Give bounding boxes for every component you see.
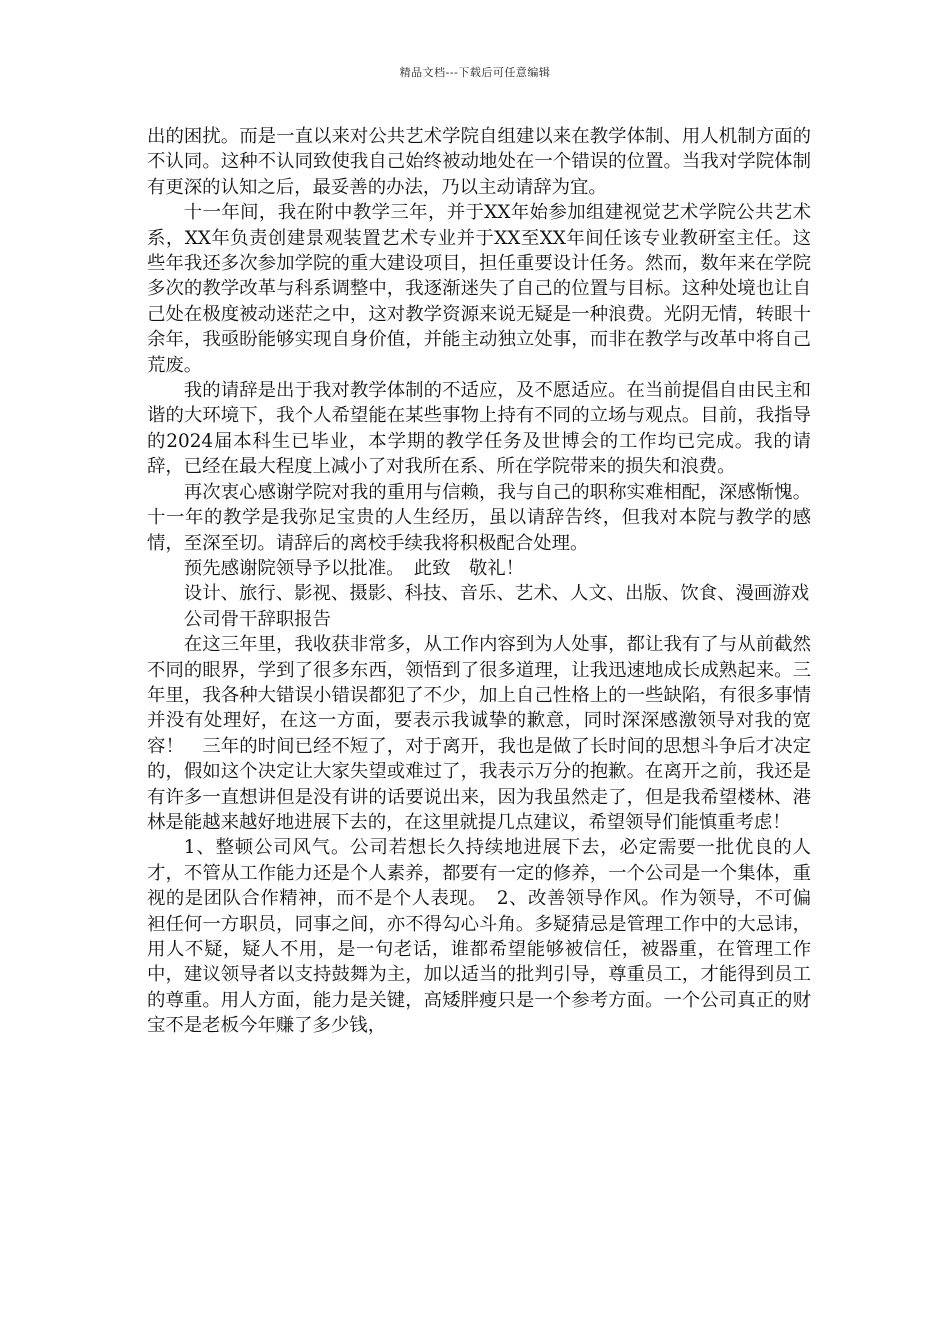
paragraph-suggestions: 1、整顿公司风气。公司若想长久持续地进展下去，必定需要一批优良的人才，不管从工作能力还是个人素养，都要有一定的修养，一个公司是一个集体，重视的是团队合作精神，而不是个人表现。 2、改善领导作风。作为领导，不可偏袒任何一方职员，同事之间，亦不得勾心斗角。多疑猜忌是管理工作中的大忌讳，用人不疑，疑人不用，是一句老话，谁都希望能够被信任，被器重，在管理工作中，建议领导者以支持鼓舞为主，加以适当的批判引导，尊重员工，才能得到员工的尊重。用人方面，能力是关键，高矮胖瘦只是一个参考方面。一个公司真正的财宝不是老板今年赚了多少钱， bbox=[147, 837, 811, 1037]
section-title: 公司骨干辞职报告 bbox=[183, 608, 331, 630]
paragraph-closing: 预先感谢院领导予以批准。 此致 敬礼！ bbox=[183, 557, 525, 579]
paragraph-continuation: 出的困扰。而是一直以来对公共艺术学院自组建以来在教学体制、用人机制方面的不认同。这种不认同致使我自己始终被动地处在一个错误的位置。当我对学院体制有更深的认知之后，最妥善的办法，乃以主动请辞为宜。 bbox=[147, 126, 811, 198]
document-body bbox=[147, 124, 811, 1039]
paragraph-three-years: 在这三年里，我收获非常多，从工作内容到为人处事，都让我有了与从前截然不同的眼界，学到了很多东西，领悟到了很多道理，让我迅速地成长成熟起来。三年里，我各种大错误小错误都犯了不少，加上自己性格上的一些缺陷，有很多事情并没有处理好，在这一方面，要表示我诚挚的歉意，同时深深感激领导对我的宽容！ 三年的时间已经不短了，对于离开，我也是做了长时间的思想斗争后才决定的，假如这个决定让大家失望或难过了，我表示万分的抱歉。在离开之前，我还是有许多一直想讲但是没有讲的话要说出来，因为我虽然走了，但是我希望楼林、港林是能越来越好地进展下去的，在这里就提几点建议，希望领导们能慎重考虑！ bbox=[147, 634, 811, 833]
paragraph-category-list: 设计、旅行、影视、摄影、科技、音乐、艺术、人文、出版、饮食、漫画游戏 bbox=[183, 583, 810, 605]
paragraph-thanks: 再次衷心感谢学院对我的重用与信赖，我与自己的职称实难相配，深感惭愧。十一年的教学是我弥足宝贵的人生经历，虽以请辞告终，但我对本院与教学的感情，至深至切。请辞后的离校手续我将积极配合处理。 bbox=[147, 481, 811, 554]
paragraph-eleven-years: 十一年间，我在附中教学三年，并于XX年始参加组建视觉艺术学院公共艺术系，XX年负责创建景观装置艺术专业并于XX至XX年间任该专业教研室主任。这些年我还多次参加学院的重大建设项目，担任重要设计任务。然而，数年来在学院多次的教学改革与科系调整中，我逐渐迷失了自己的位置与目标。这种处境也让自己处在极度被动迷茫之中，这对教学资源来说无疑是一种浪费。光阴无情，转眼十余年，我亟盼能够实现自身价值，并能主动独立处事，而非在教学与改革中将自己荒废。 bbox=[147, 202, 811, 376]
paragraph-resignation-reason: 我的请辞是出于我对教学体制的不适应，及不愿适应。在当前提倡自由民主和谐的大环境下，我个人希望能在某些事物上持有不同的立场与观点。目前，我指导的2024届本科生已毕业，本学期的教学任务及世博会的工作均已完成。我的请辞，已经在最大程度上减小了对我所在系、所在学院带来的损失和浪费。 bbox=[147, 380, 811, 478]
page-header: 精品文档---下载后可任意编辑 bbox=[399, 66, 551, 79]
